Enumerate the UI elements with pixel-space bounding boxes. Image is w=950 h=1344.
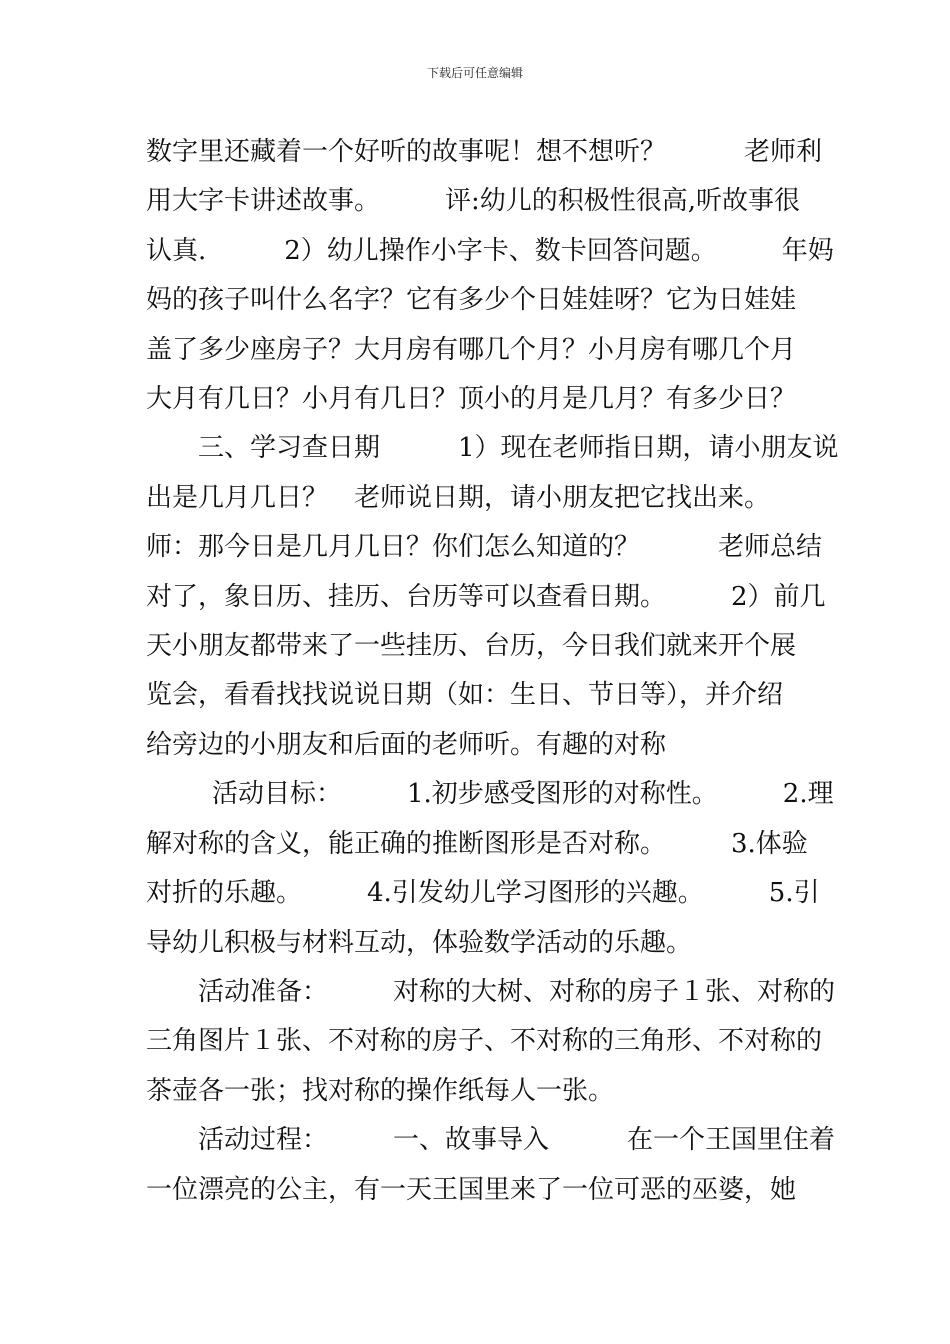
text-line: 对折的乐趣。 4.引发幼儿学习图形的兴趣。 5.引 — [146, 878, 820, 909]
paragraph-activity-goals — [146, 770, 834, 968]
text-line: 出是几月几日？ 老师说日期，请小朋友把它找出来。 — [146, 482, 771, 513]
text-line: 用大字卡讲述故事。 评:幼儿的积极性很高,听故事很 — [146, 186, 801, 217]
text-line: 导幼儿积极与材料互动，体验数学活动的乐趣。 — [146, 927, 693, 958]
document-body — [146, 128, 839, 1215]
text-line: 茶壶各一张；找对称的操作纸每人一张。 — [146, 1075, 615, 1106]
text-line: 三、学习查日期 1）现在老师指日期，请小朋友说 — [198, 433, 839, 464]
text-line: 师：那今日是几月几日？你们怎么知道的？ 老师总结 — [146, 532, 823, 563]
text-line: 活动准备： 对称的大树、对称的房子１张、对称的 — [198, 976, 836, 1007]
text-line: 妈的孩子叫什么名字？它有多少个日娃娃呀？它为日娃娃 — [146, 285, 797, 316]
text-line: 盖了多少座房子？大月房有哪几个月？小月房有哪几个月 — [146, 334, 797, 365]
text-line: 活动过程： 一、故事导入 在一个王国里住着 — [198, 1125, 836, 1156]
text-line: 天小朋友都带来了一些挂历、台历，今日我们就来开个展 — [146, 631, 797, 662]
text-line: 数字里还藏着一个好听的故事呢！想不想听？ 老师利 — [146, 137, 823, 167]
text-line: 对了，象日历、挂历、台历等可以查看日期。 2）前几 — [146, 581, 826, 612]
text-line: 给旁边的小朋友和后面的老师听。有趣的对称 — [146, 729, 667, 760]
text-line: 活动目标： 1.初步感受图形的对称性。 2.理 — [212, 779, 834, 810]
paragraph-activity-preparation — [146, 968, 836, 1116]
paragraph-story-questions — [146, 128, 834, 424]
page-header: 下载后可任意编辑 — [426, 66, 523, 80]
paragraph-activity-process — [146, 1116, 836, 1215]
text-line: 览会，看看找找说说日期（如：生日、节日等），并介绍 — [146, 680, 784, 711]
text-line: 认真. 2）幼儿操作小字卡、数卡回答问题。 年妈 — [146, 235, 834, 266]
text-line: 三角图片１张、不对称的房子、不对称的三角形、不对称的 — [146, 1026, 823, 1057]
text-line: 解对称的含义，能正确的推断图形是否对称。 3.体验 — [146, 828, 808, 859]
text-line: 一位漂亮的公主，有一天王国里来了一位可恶的巫婆，她 — [146, 1174, 797, 1205]
text-line: 大月有几日？小月有几日？顶小的月是几月？有多少日？ — [146, 384, 797, 415]
paragraph-check-dates — [146, 424, 839, 770]
